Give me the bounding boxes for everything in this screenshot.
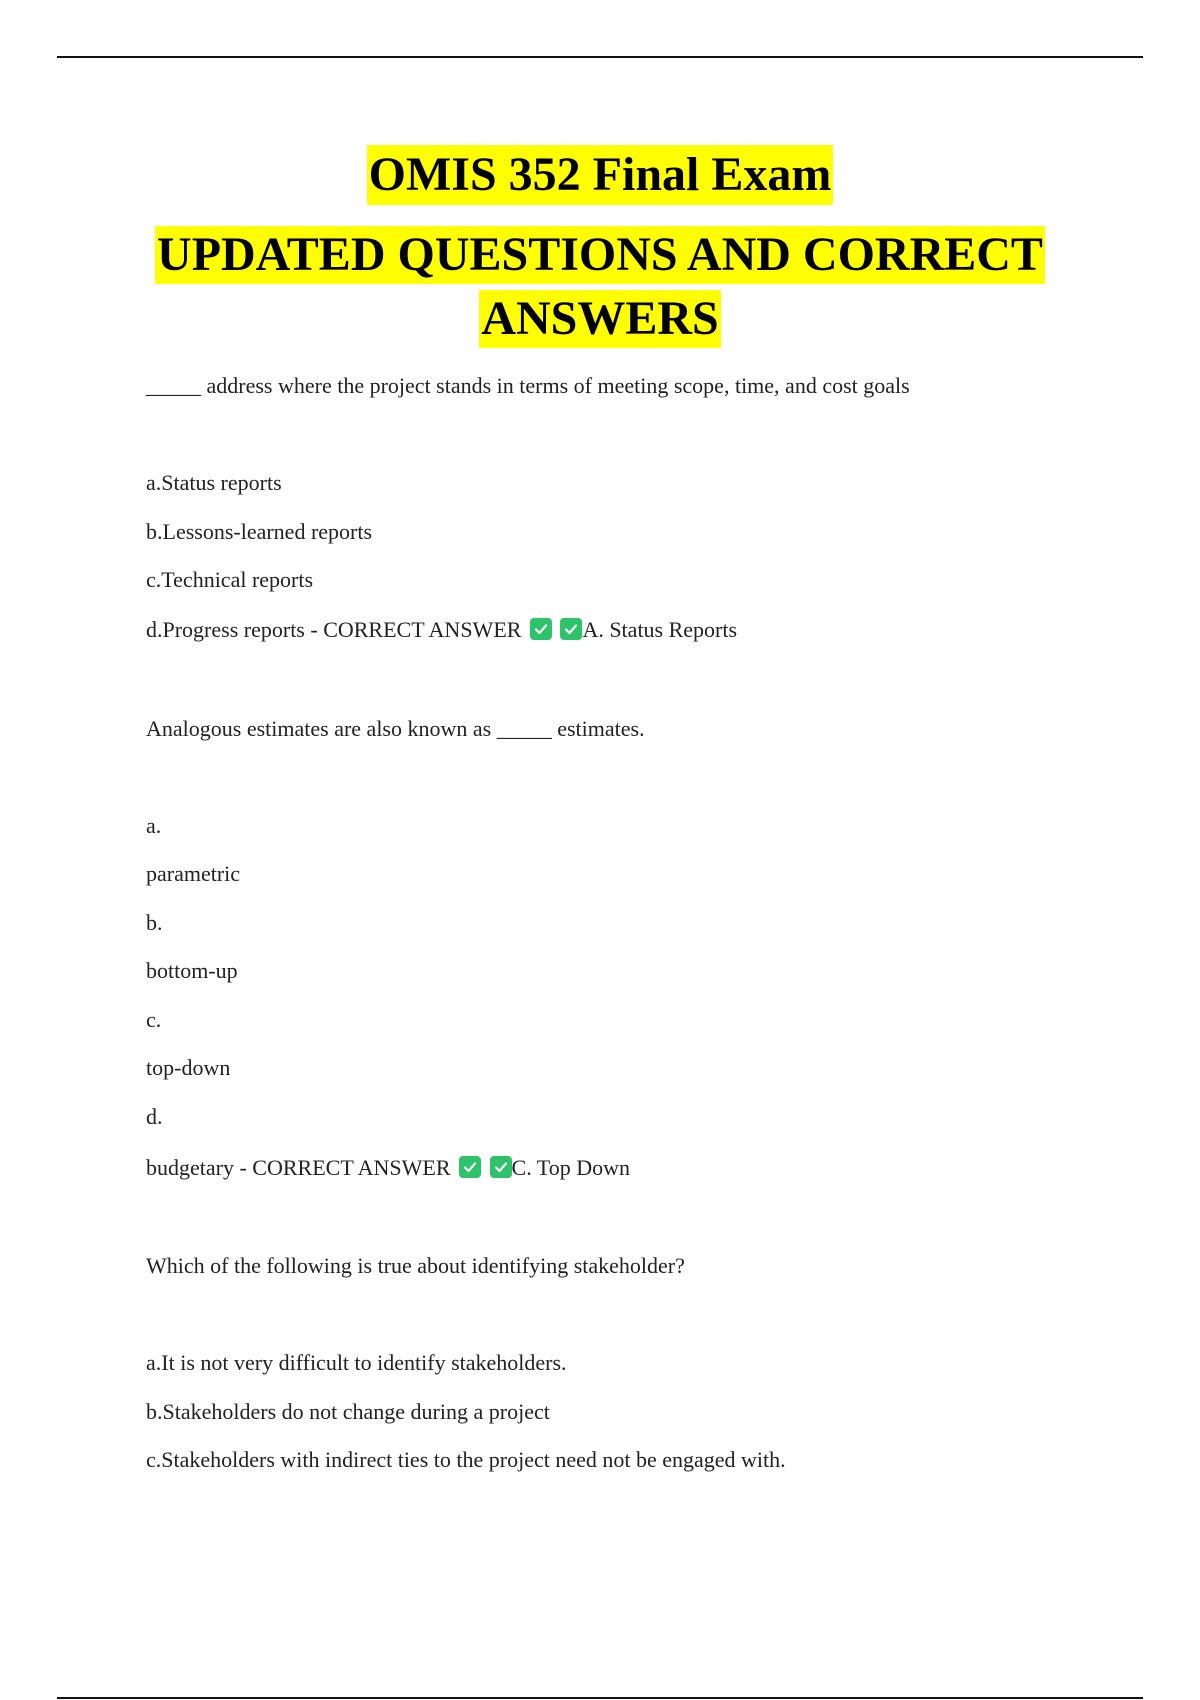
question-2-option-b-text: bottom-up <box>146 958 238 983</box>
question-2-option-b-letter: b. <box>146 910 163 935</box>
question-3-prompt: Which of the following is true about identifying stakeholder? <box>146 1253 685 1278</box>
document-subtitle-text-1: UPDATED QUESTIONS AND CORRECT <box>155 226 1045 284</box>
question-1-prompt: _____ address where the project stands in terms of meeting scope, time, and cost goals <box>146 373 910 398</box>
bottom-rule <box>57 1697 1143 1699</box>
question-2-option-d-text: budgetary - CORRECT ANSWER <box>146 1155 451 1180</box>
question-1-correct-answer: A. Status Reports <box>582 617 738 642</box>
check-mark-icon <box>459 1156 481 1178</box>
question-1-option-b: b.Lessons-learned reports <box>146 519 373 544</box>
top-rule <box>57 56 1143 58</box>
question-1-option-d: d.Progress reports - CORRECT ANSWER <box>146 617 522 642</box>
question-3-option-c: c.Stakeholders with indirect ties to the project need not be engaged with. <box>146 1447 786 1472</box>
document-title-text: OMIS 352 Final Exam <box>367 145 834 205</box>
question-3-option-a: a.It is not very difficult to identify stakeholders. <box>146 1350 567 1375</box>
question-2-option-c-letter: c. <box>146 1007 162 1032</box>
question-1-option-c: c.Technical reports <box>146 567 314 592</box>
document-title <box>0 145 1200 205</box>
document-subtitle-text-2: ANSWERS <box>479 290 720 348</box>
question-2-prompt: Analogous estimates are also known as _____ estimates. <box>146 716 645 741</box>
check-mark-icon <box>560 618 582 640</box>
document-subtitle-line-2 <box>0 290 1200 348</box>
question-2-option-a-letter: a. <box>146 813 162 838</box>
check-mark-icon <box>530 618 552 640</box>
question-2-answer-line <box>146 1154 630 1182</box>
question-2-option-c-text: top-down <box>146 1055 231 1080</box>
question-2-option-a-text: parametric <box>146 861 241 886</box>
question-1-answer-line <box>146 616 737 644</box>
question-2-option-d-letter: d. <box>146 1104 163 1129</box>
check-mark-icon <box>490 1156 512 1178</box>
question-3-option-b: b.Stakeholders do not change during a project <box>146 1399 550 1424</box>
question-1-option-a: a.Status reports <box>146 470 282 495</box>
question-2-correct-answer: C. Top Down <box>511 1155 630 1180</box>
document-subtitle-line-1 <box>0 226 1200 284</box>
